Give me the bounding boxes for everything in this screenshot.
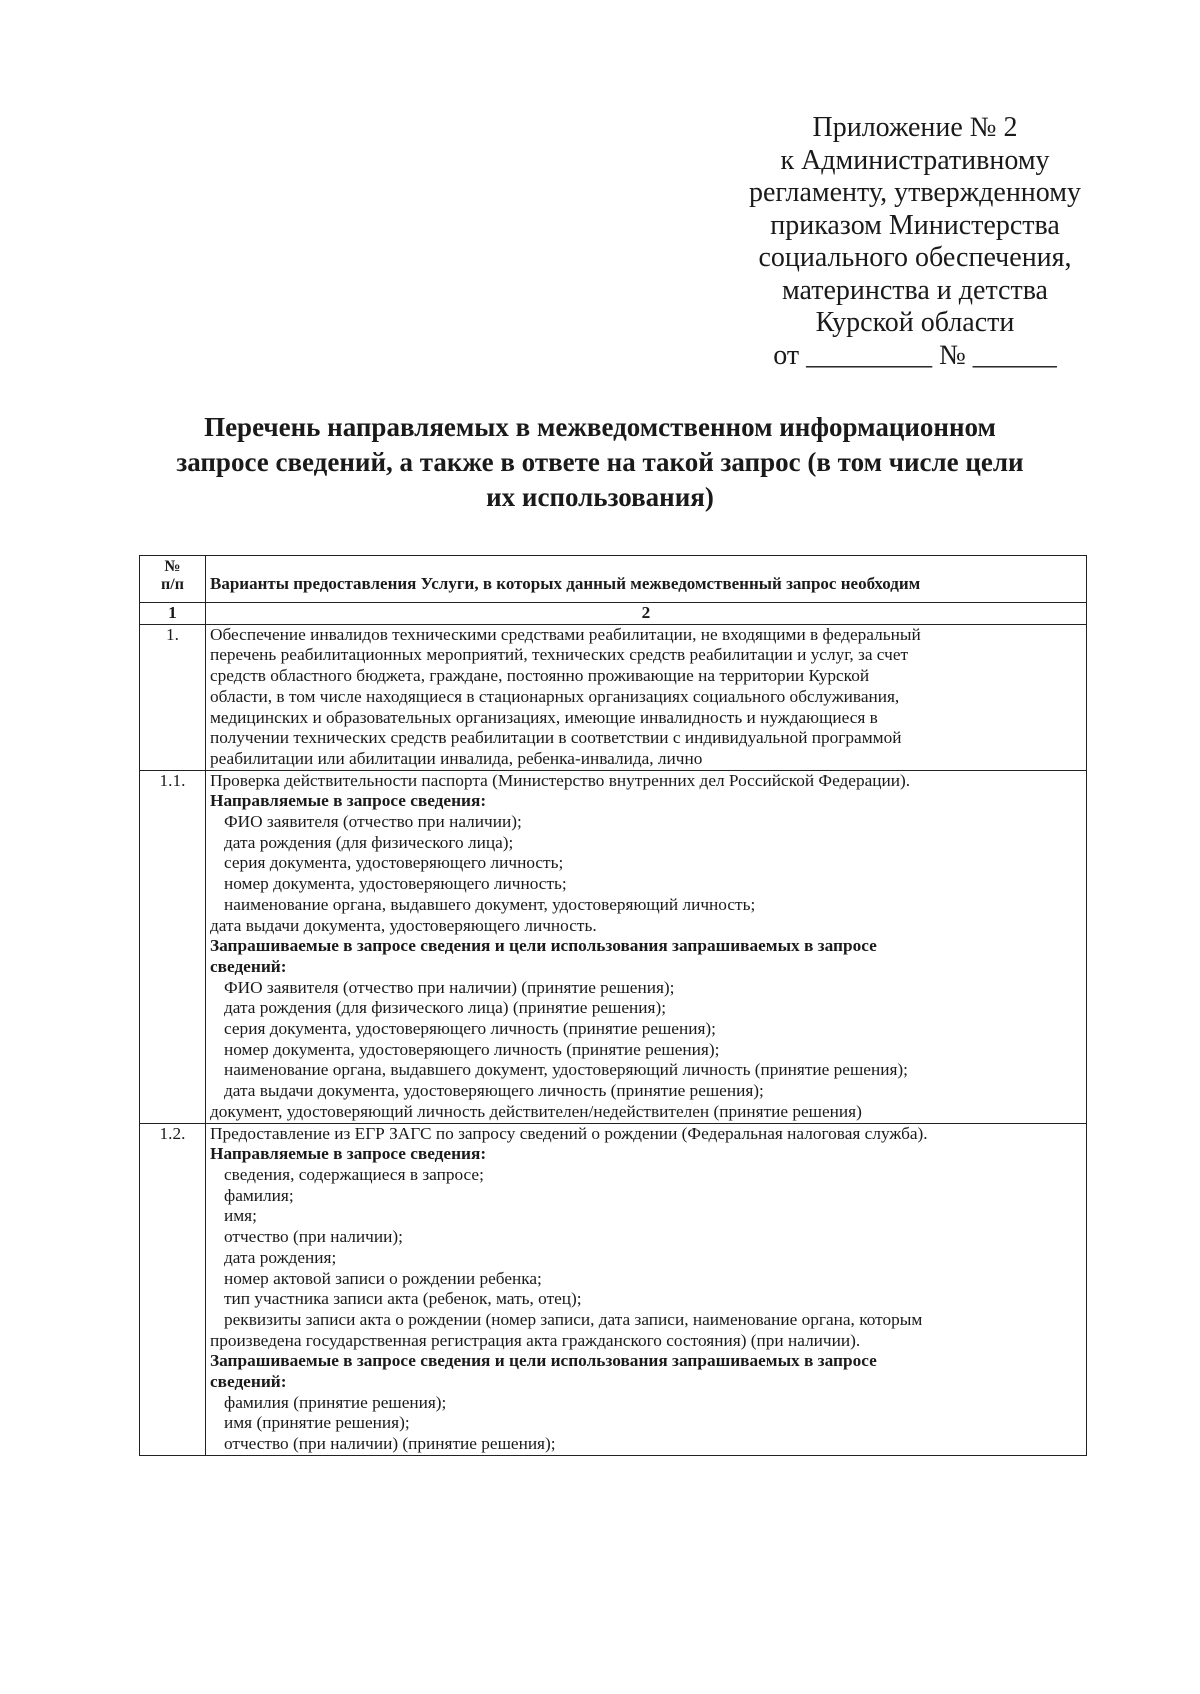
table-index-row bbox=[140, 603, 1087, 625]
text-line: реквизиты записи акта о рождении (номер записи, дата записи, наименование органа, которым bbox=[224, 1309, 923, 1329]
text-line: получении технических средств реабилитации в соответствии с индивидуальной программой bbox=[210, 728, 902, 748]
text-line: дата рождения (для физического лица) (принятие решения); bbox=[224, 998, 667, 1018]
appendix-line: регламенту, утвержденному bbox=[749, 177, 1081, 208]
title-line: их использования) bbox=[486, 482, 714, 512]
text-line: имя (принятие решения); bbox=[224, 1413, 410, 1433]
table-header-row bbox=[140, 556, 1087, 603]
table-row bbox=[140, 624, 1087, 770]
appendix-block bbox=[730, 112, 1100, 372]
document-title bbox=[150, 410, 1050, 515]
text-line: Проверка действительности паспорта (Министерство внутренних дел Российской Федерации). bbox=[210, 770, 911, 790]
section-heading-line: Запрашиваемые в запросе сведения и цели использования запрашиваемых в запросе bbox=[210, 936, 877, 956]
table-row bbox=[140, 770, 1087, 1123]
appendix-line: к Административному bbox=[780, 144, 1050, 176]
text-line: дата рождения (для физического лица); bbox=[224, 832, 514, 852]
section-heading-line: Направляемые в запросе сведения: bbox=[210, 1144, 487, 1164]
text-line: перечень реабилитационных мероприятий, технических средств реабилитации и услуг, за счет bbox=[210, 645, 909, 665]
index-cell-1: 1 bbox=[140, 603, 206, 625]
text-line: имя; bbox=[224, 1206, 257, 1226]
appendix-line: Курской области bbox=[815, 307, 1015, 338]
text-line: средств областного бюджета, граждане, постоянно проживающие на территории Курской bbox=[210, 666, 870, 686]
text-line: Обеспечение инвалидов техническими средствами реабилитации, не входящими в федеральный bbox=[210, 624, 921, 644]
text-line: ФИО заявителя (отчество при наличии); bbox=[224, 812, 522, 832]
text-line: фамилия; bbox=[224, 1185, 294, 1205]
text-line: произведена государственная регистрация акта гражданского состояния) (при наличии). bbox=[210, 1330, 861, 1350]
section-heading-line: сведений: bbox=[210, 1372, 287, 1392]
info-request-table bbox=[139, 555, 1087, 1456]
text-line: фамилия (принятие решения); bbox=[224, 1392, 447, 1412]
row-number-cell: 1.2. bbox=[140, 1123, 206, 1455]
text-line: Предоставление из ЕГР ЗАГС по запросу сведений о рождении (Федеральная налоговая служба). bbox=[210, 1123, 928, 1143]
text-line: номер документа, удостоверяющего личность (принятие решения); bbox=[224, 1039, 720, 1059]
section-heading-line: сведений: bbox=[210, 956, 287, 976]
header-number-label: п/п bbox=[161, 576, 184, 593]
row-content-cell bbox=[206, 770, 1087, 1123]
text-line: наименование органа, выдавшего документ, удостоверяющий личность; bbox=[224, 894, 756, 914]
text-line: наименование органа, выдавшего документ, удостоверяющий личность (принятие решения); bbox=[224, 1060, 908, 1080]
text-line: дата рождения; bbox=[224, 1247, 337, 1267]
section-heading-line: Направляемые в запросе сведения: bbox=[210, 791, 487, 811]
index-cell-2: 2 bbox=[206, 603, 1087, 625]
text-line: реабилитации или абилитации инвалида, ребенка-инвалида, лично bbox=[210, 748, 703, 768]
text-line: документ, удостоверяющий личность действителен/недействителен (принятие решения) bbox=[210, 1101, 862, 1121]
header-variant-cell: Варианты предоставления Услуги, в которых данный межведомственный запрос необходим bbox=[206, 556, 1087, 603]
title-line: запросе сведений, а также в ответе на такой запрос (в том числе цели bbox=[176, 447, 1024, 477]
text-line: отчество (при наличии) (принятие решения); bbox=[224, 1434, 556, 1454]
text-line: номер актовой записи о рождении ребенка; bbox=[224, 1268, 542, 1288]
row-number-cell: 1. bbox=[140, 624, 206, 770]
row-content-cell bbox=[206, 1123, 1087, 1455]
text-line: медицинских и образовательных организациях, имеющие инвалидность и нуждающиеся в bbox=[210, 707, 878, 727]
appendix-line: социального обеспечения, bbox=[758, 242, 1072, 273]
text-line: дата выдачи документа, удостоверяющего личность. bbox=[210, 915, 597, 935]
header-number-label: № bbox=[164, 558, 181, 575]
text-line: ФИО заявителя (отчество при наличии) (принятие решения); bbox=[224, 977, 675, 997]
appendix-date-number-line: от _________ № ______ bbox=[773, 339, 1057, 371]
text-line: тип участника записи акта (ребенок, мать, отец); bbox=[224, 1289, 582, 1309]
text-line: серия документа, удостоверяющего личность; bbox=[224, 853, 564, 873]
table-row bbox=[140, 1123, 1087, 1455]
text-line: серия документа, удостоверяющего личность (принятие решения); bbox=[224, 1019, 716, 1039]
table-body bbox=[140, 624, 1087, 1455]
text-line: области, в том числе находящиеся в стационарных организациях социального обслуживания, bbox=[210, 686, 900, 706]
section-heading-line: Запрашиваемые в запросе сведения и цели использования запрашиваемых в запросе bbox=[210, 1351, 877, 1371]
appendix-line: материнства и детства bbox=[782, 274, 1048, 306]
appendix-line: приказом Министерства bbox=[770, 209, 1060, 241]
text-line: отчество (при наличии); bbox=[224, 1227, 403, 1247]
row-number-cell: 1.1. bbox=[140, 770, 206, 1123]
text-line: сведения, содержащиеся в запросе; bbox=[224, 1164, 484, 1184]
row-content-cell bbox=[206, 624, 1087, 770]
text-line: номер документа, удостоверяющего личность; bbox=[224, 874, 567, 894]
text-line: дата выдачи документа, удостоверяющего личность (принятие решения); bbox=[224, 1081, 764, 1101]
title-line: Перечень направляемых в межведомственном информационном bbox=[204, 412, 996, 442]
header-number-cell bbox=[140, 556, 206, 603]
appendix-line: Приложение № 2 bbox=[812, 112, 1018, 143]
